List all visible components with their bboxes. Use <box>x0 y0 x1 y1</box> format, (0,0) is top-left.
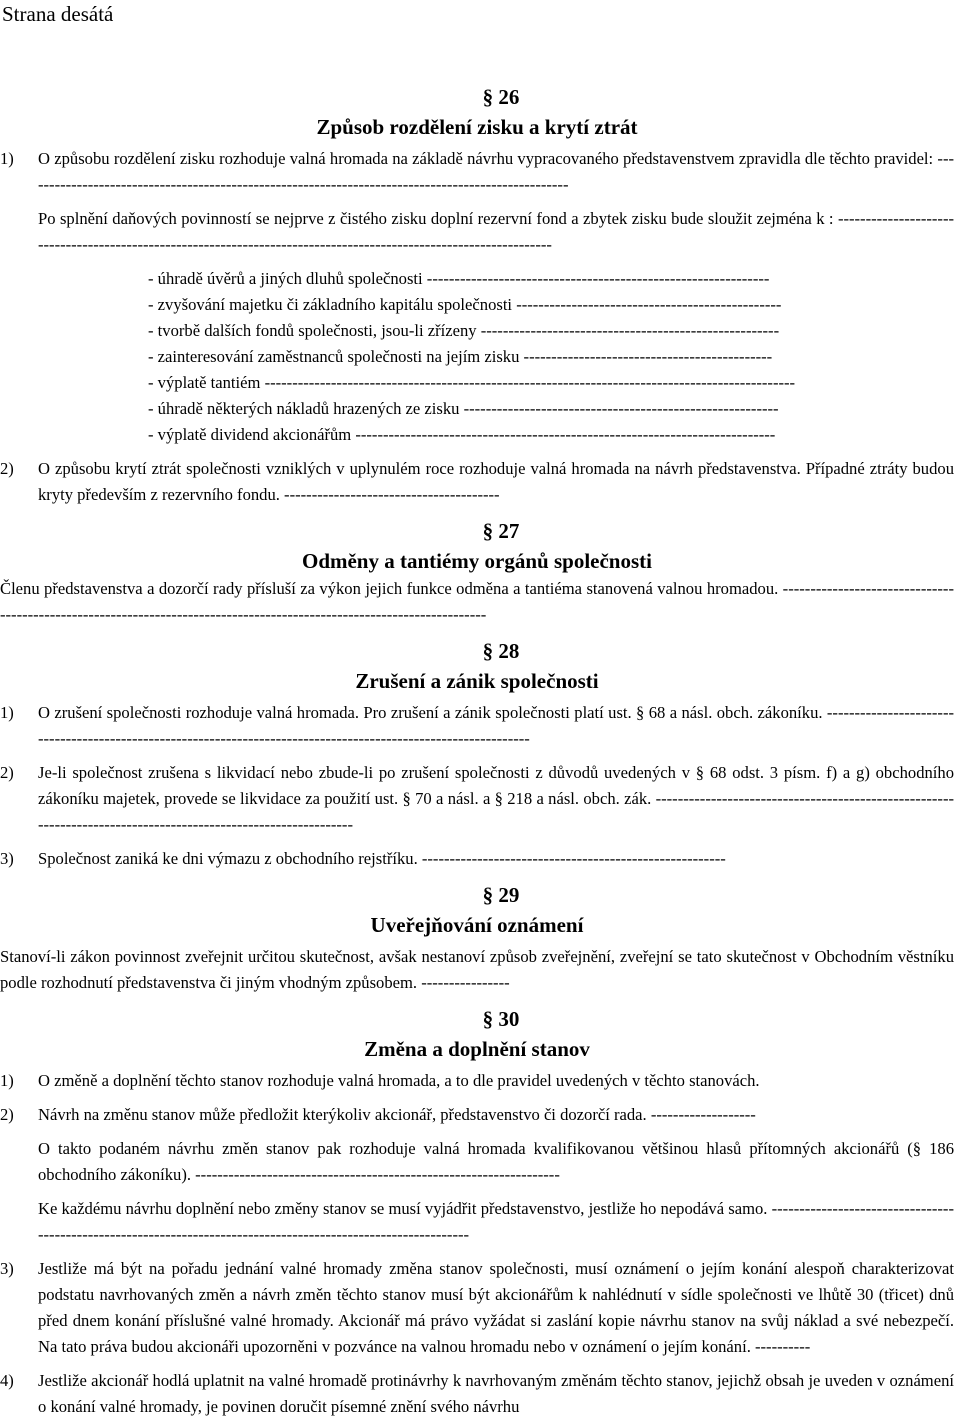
bullet-item: - zainteresování zaměstnanců společnosti na jejím zisku --------------------------------------------- <box>148 347 773 366</box>
item-text: Jestliže akcionář hodlá uplatnit na valné hromadě protinávrhy k navrhovaným změnám těchto stanov, jejichž obsah je uveden v oznámení o konání valné hromady, je povinen doručit písemné znění svého návrhu <box>38 1371 954 1416</box>
section-29-text: Stanoví-li zákon povinnost zveřejnit určitou skutečnost, avšak nestanoví způsob zveřejnění, zveřejní se tato skutečnost v Obchodním věstníku podle rozhodnutí představenstva či jiným vhodným způsobem. ---------------- <box>0 947 954 992</box>
section-30-item-2-subparagraph-2: Ke každému návrhu doplnění nebo změny stanov se musí vyjádřit představenstvo, jestliže ho nepodává samo. --------------------------------------------------------------------------------------------------------------- <box>38 1199 954 1244</box>
section-28-item-3 <box>0 846 954 872</box>
section-30-item-2 <box>0 1102 954 1128</box>
section-26-item-2 <box>0 456 954 508</box>
item-number: 4) <box>0 1371 14 1390</box>
section-30-title: Změna a doplnění stanov <box>364 1037 590 1061</box>
document-body <box>0 82 954 1428</box>
section-30-number: § 30 <box>482 1007 520 1031</box>
section-26-title: Způsob rozdělení zisku a krytí ztrát <box>316 115 638 139</box>
section-28-item-1 <box>0 700 954 752</box>
item-number: 2) <box>0 459 14 478</box>
section-26-item-1-subparagraph: Po splnění daňových povinností se nejprve z čistého zisku doplní rezervní fond a zbytek zisku bude sloužit zejména k : ------------------------------------------------------------------------------------------------------------------ <box>38 209 954 254</box>
section-28-item-2 <box>0 760 954 838</box>
bullet-item: - výplatě tantiém ------------------------------------------------------------------------------------------------ <box>148 373 796 392</box>
item-number: 1) <box>0 703 14 722</box>
item-number: 1) <box>0 1071 14 1090</box>
bullet-item: - úhradě úvěrů a jiných dluhů společnosti -------------------------------------------------------------- <box>148 269 770 288</box>
page-header: Strana desátá <box>2 2 114 26</box>
bullet-item: - tvorbě dalších fondů společnosti, jsou-li zřízeny ------------------------------------------------------ <box>148 321 780 340</box>
item-text: O zrušení společnosti rozhoduje valná hromada. Pro zrušení a zánik společnosti platí ust. § 68 a násl. obch. zákoníku. ---------------------------------------------------------------------------------------------------------------- <box>38 703 954 748</box>
section-29-title: Uveřejňování oznámení <box>370 913 584 937</box>
section-29-number: § 29 <box>482 883 520 907</box>
section-27-text: Členu představenstva a dozorčí rady přísluší za výkon jejich funkce odměna a tantiéma stanovená valnou hromadou. ----------------------------------------------------------------------------------------------------------------------- <box>0 579 954 624</box>
item-text: O změně a doplnění těchto stanov rozhoduje valná hromada, a to dle pravidel uvedených v těchto stanovách. <box>38 1071 760 1090</box>
section-28-number: § 28 <box>482 639 520 663</box>
item-text: Je-li společnost zrušena s likvidací nebo zbude-li po zrušení společnosti z důvodů uvedených v § 68 odst. 3 písm. f) a g) obchodního zákoníku majetek, provede se likvidace za použití ust. § 70 a násl. a § 218 a násl. obch. zák. --------------------------------------------------------------------------------------------------------------- <box>38 763 954 834</box>
item-text: Návrh na změnu stanov může předložit kterýkoliv akcionář, představenstvo či dozorčí rada. ------------------- <box>38 1105 756 1124</box>
item-text: O způsobu rozdělení zisku rozhoduje valná hromada na základě návrhu vypracovaného představenstvem zpravidla dle těchto pravidel: --------------------------------------------------------------------------------------------------- <box>38 149 954 194</box>
section-28-title: Zrušení a zánik společnosti <box>355 669 599 693</box>
item-number: 3) <box>0 1259 14 1278</box>
item-number: 1) <box>0 149 14 168</box>
section-26-number: § 26 <box>482 85 520 109</box>
item-number: 2) <box>0 1105 14 1124</box>
section-26-bullet-list <box>148 266 954 448</box>
section-30-item-4 <box>0 1368 954 1420</box>
section-30-item-3 <box>0 1256 954 1360</box>
bullet-item: - zvyšování majetku či základního kapitálu společnosti ------------------------------------------------ <box>148 295 782 314</box>
section-26-item-1 <box>0 146 954 198</box>
section-27-title: Odměny a tantiémy orgánů společnosti <box>301 549 652 573</box>
item-number: 2) <box>0 763 14 782</box>
section-27-number: § 27 <box>482 519 520 543</box>
item-text: O způsobu krytí ztrát společnosti vzniklých v uplynulém roce rozhoduje valná hromada na návrh představenstva. Případné ztráty budou kryty především z rezervního fondu. --------------------------------------- <box>38 459 954 504</box>
section-30-item-2-subparagraph-1: O takto podaném návrhu změn stanov pak rozhoduje valná hromada kvalifikovanou většinou hlasů přítomných akcionářů (§ 186 obchodního zákoníku). ------------------------------------------------------------------ <box>38 1139 954 1184</box>
bullet-item: - výplatě dividend akcionářům ---------------------------------------------------------------------------- <box>148 425 776 444</box>
item-text: Jestliže má být na pořadu jednání valné hromady změna stanov společnosti, musí oznámení o jejím konání alespoň charakterizovat podstatu navrhovaných změn a návrh změn těchto stanov musí být akcionářům k nahlédnutí v sídle společnosti ve lhůtě 30 (třicet) dnů před dnem konání příslušné valné hromady. Akcionář má právo vyžádat si zaslání kopie návrhu stanov na svůj náklad a své nebezpečí. Na tato práva budou akcionáři upozorněni v pozvánce na valnou hromadu nebo v oznámení o jejím konání. ---------- <box>38 1259 954 1356</box>
item-text: Společnost zaniká ke dni výmazu z obchodního rejstříku. ------------------------------------------------------- <box>38 849 726 868</box>
section-30-item-1 <box>0 1068 954 1094</box>
item-number: 3) <box>0 849 14 868</box>
bullet-item: - úhradě některých nákladů hrazených ze zisku --------------------------------------------------------- <box>148 399 779 418</box>
